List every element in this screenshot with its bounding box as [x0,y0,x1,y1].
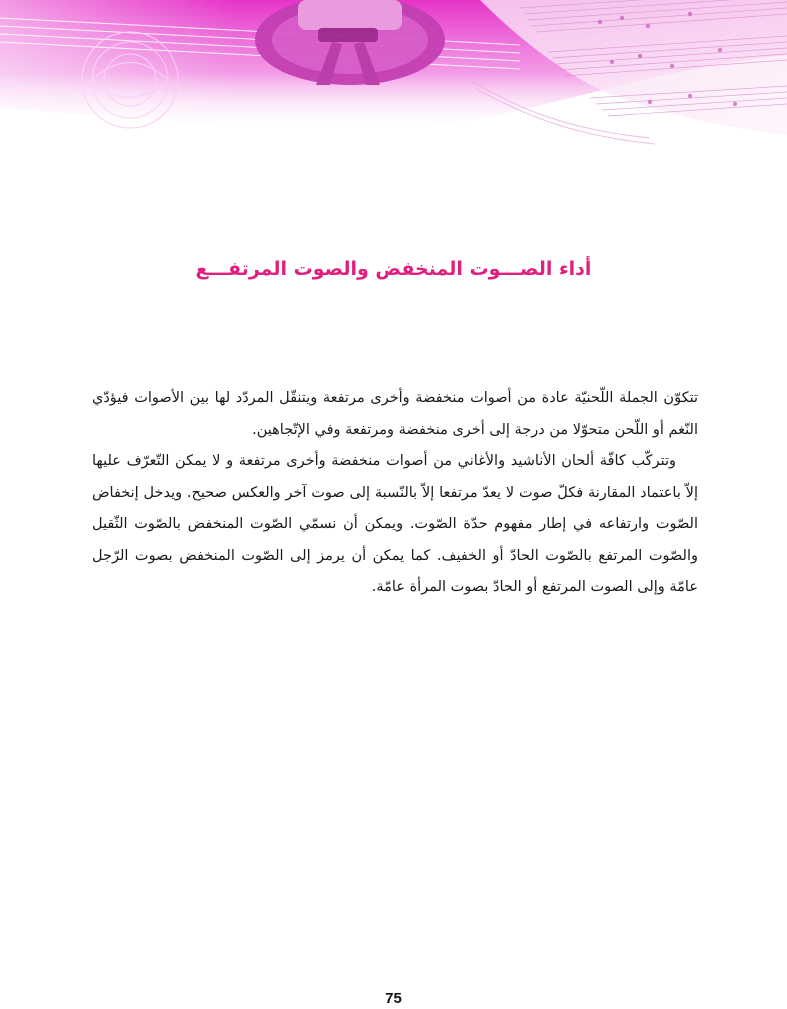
section-title: أداء الصـــوت المنخفض والصوت المرتفـــع [195,258,592,280]
page-number: 75 [385,990,402,1007]
body-text [92,383,698,604]
violin-sheet-music-illustration [0,0,787,160]
header-banner [0,0,787,160]
paragraph-2: وتتركّب كافّة ألحان الأناشيد والأغاني من أصوات منخفضة وأخرى مرتفعة و لا يمكن التّعرّف عليها إلاّ باعتماد المقارنة فكلّ صوت لا يعدّ مرتفعا إلاّ بالنّسبة إلى صوت آخر والعكس صحيح. ويدخل إنخفاض الصّوت وارتفاعه في إطار مفهوم حدّة الصّوت. ويمكن أن نسمّي الصّوت المنخفض بالصّوت الثّقيل والصّوت المرتفع بالصّوت الحادّ أو الخفيف. كما يمكن أن يرمز إلى الصّوت المنخفض بصوت الرّجل عامّة وإلى الصوت المرتفع أو الحادّ بصوت المرأة عامّة. [92,453,698,595]
paragraph-1: تتكوّن الجملة اللّحنيّة عادة من أصوات منخفضة وأخرى مرتفعة ويتنقّل المردّد لها بين الأصوات فيؤدّي النّغم أو اللّحن متحوّلا من درجة إلى أخرى منخفضة ومرتفعة وفي الإتّجاهين. [92,390,698,438]
